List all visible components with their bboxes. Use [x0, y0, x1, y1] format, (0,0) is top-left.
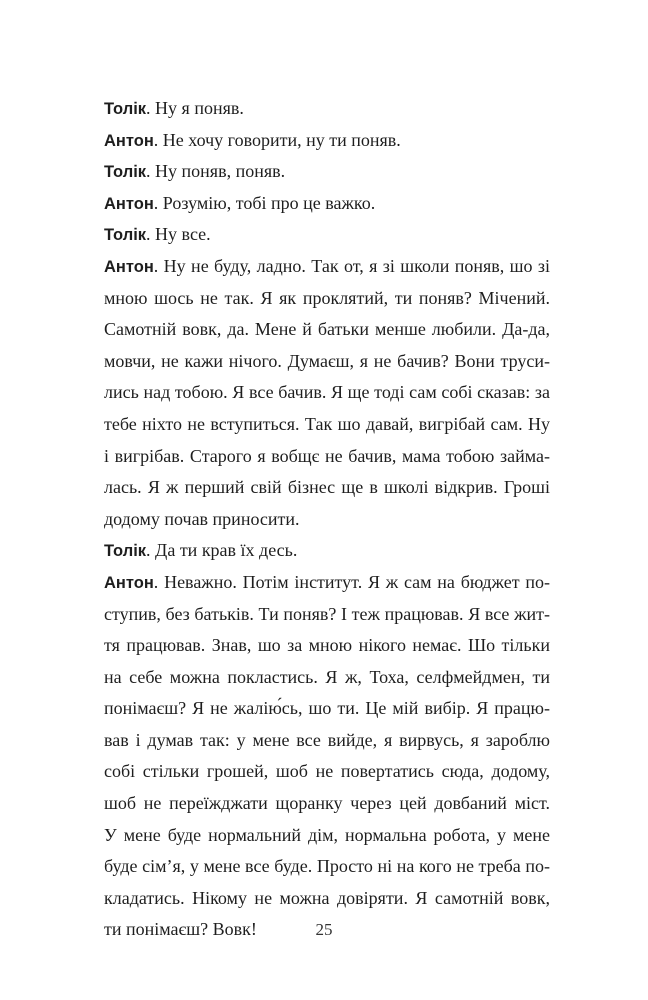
text-line: [104, 93, 550, 125]
text-line: [104, 851, 550, 883]
line-text: понімаєш? Я не жалію́сь, шо ти. Це мій вибір. Я працю-: [104, 698, 550, 719]
speaker-name: Толік: [104, 226, 147, 245]
line-text: . Ну не буду, ладно. Так от, я зі школи поняв, шо зі: [153, 255, 550, 276]
text-line: [104, 788, 550, 820]
line-text: додому почав приносити.: [104, 508, 300, 529]
text-line: [104, 693, 550, 725]
speaker-name: Антон: [104, 257, 154, 276]
line-text: . Не хочу говорити, ну ти поняв.: [153, 129, 401, 150]
text-line: [104, 346, 550, 378]
speaker-name: Толік: [104, 163, 147, 182]
line-text: на себе можна покластись. Я ж, Тоха, селфмейдмен, ти: [104, 666, 550, 687]
text-line: [104, 188, 550, 220]
text-line: [104, 314, 550, 346]
text-line: [104, 820, 550, 852]
line-text: буде сім’я, у мене все буде. Просто ні на кого не треба по-: [104, 856, 550, 877]
text-line: [104, 883, 550, 915]
text-line: [104, 630, 550, 662]
line-text: шоб не переїжджати щоранку через цей довбаний міст.: [104, 793, 550, 814]
line-text: Самотній вовк, да. Мене й батьки менше любили. Да-да,: [104, 319, 550, 340]
line-text: лись над тобою. Я все бачив. Я ще тоді сам собі сказав: за: [104, 382, 550, 403]
text-line: [104, 662, 550, 694]
line-text: У мене буде нормальний дім, нормальна робота, у мене: [104, 824, 550, 845]
line-text: тебе ніхто не вступиться. Так шо давай, вигрібай сам. Ну: [104, 413, 550, 434]
line-text: . Ну поняв, поняв.: [146, 161, 286, 182]
line-text: . Неважно. Потім інститут. Я ж сам на бюджет по-: [153, 571, 550, 592]
line-text: і вигрібав. Старого я вобщє не бачив, мама тобою займа-: [104, 445, 550, 466]
page-number: 25: [315, 920, 333, 939]
speaker-name: Антон: [104, 131, 154, 150]
text-line: [104, 472, 550, 504]
speaker-name: Антон: [104, 573, 154, 592]
line-text: лась. Я ж перший свій бізнес ще в школі відкрив. Гроші: [104, 477, 550, 498]
text-line: [104, 377, 550, 409]
line-text: мовчи, не кажи нічого. Думаєш, я не бачив? Вони труси-: [104, 350, 550, 371]
speaker-name: Толік: [104, 100, 147, 118]
line-text: мною шось не так. Я як проклятий, ти поняв? Мічений.: [104, 287, 550, 308]
line-text: вав і думав так: у мене все вийде, я вирвусь, я зароблю: [104, 729, 550, 750]
text-line: [104, 756, 550, 788]
text-line: [104, 156, 550, 188]
text-line: [104, 125, 550, 157]
text-line: [104, 251, 550, 283]
text-line: [104, 567, 550, 599]
speaker-name: Антон: [104, 194, 154, 213]
text-line: [104, 283, 550, 315]
text-line: [104, 504, 550, 536]
text-line: [104, 441, 550, 473]
dialogue-text: [104, 93, 550, 946]
text-line: [104, 599, 550, 631]
line-text: ступив, без батьків. Ти поняв? І теж працював. Я все жит-: [104, 603, 550, 624]
text-line: [104, 535, 550, 567]
line-text: ти понімаєш? Вовк!: [104, 919, 257, 940]
text-line: [104, 219, 550, 251]
text-line: [104, 409, 550, 441]
line-text: . Да ти крав їх десь.: [146, 540, 298, 561]
line-text: кладатись. Нікому не можна довіряти. Я самотній вовк,: [104, 887, 550, 908]
speaker-name: Толік: [104, 542, 147, 561]
line-text: тя працював. Знав, шо за мною нікого немає. Шо тільки: [104, 635, 550, 656]
line-text: . Розумію, тобі про це важко.: [153, 192, 376, 213]
text-line: [104, 725, 550, 757]
line-text: . Ну все.: [146, 224, 211, 245]
line-text: собі стільки грошей, шоб не повертатись сюда, додому,: [104, 761, 550, 782]
line-text: . Ну я поняв.: [146, 98, 244, 118]
